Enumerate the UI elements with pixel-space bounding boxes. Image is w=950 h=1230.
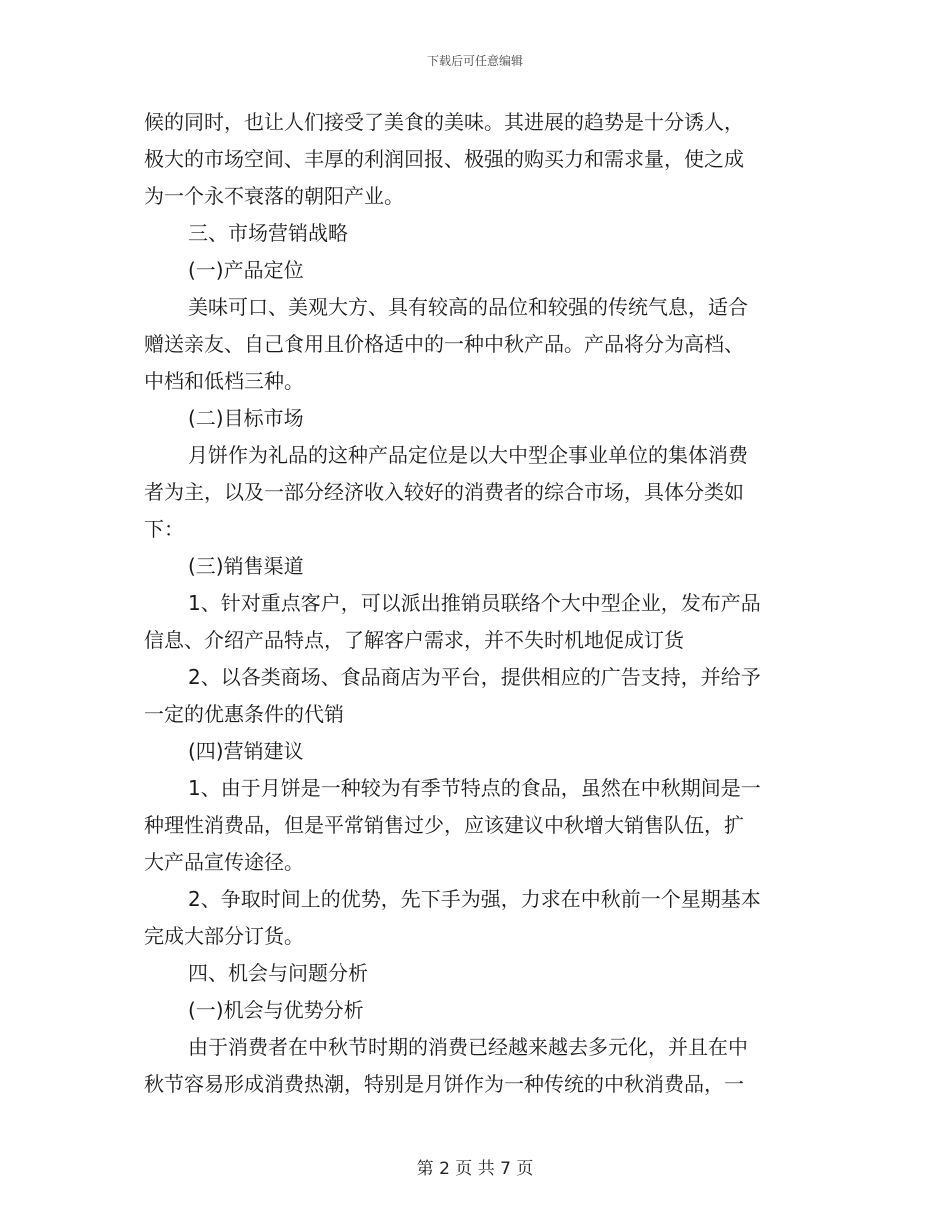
text-line: 三、市场营销战略 bbox=[188, 221, 348, 245]
text-line: 下： bbox=[144, 517, 184, 541]
text-line: 极大的市场空间、丰厚的利润回报、极强的购买力和需求量，使之成 bbox=[144, 147, 744, 171]
text-line: 由于消费者在中秋节时期的消费已经越来越去多元化，并且在中 bbox=[188, 1035, 748, 1059]
text-line: 1、由于月饼是一种较为有季节特点的食品，虽然在中秋期间是一 bbox=[188, 776, 761, 800]
text-line: (一)机会与优势分析 bbox=[188, 998, 364, 1022]
text-line: 月饼作为礼品的这种产品定位是以大中型企事业单位的集体消费 bbox=[188, 443, 748, 467]
text-line: 一定的优惠条件的代销 bbox=[144, 702, 344, 726]
text-line: (三)销售渠道 bbox=[188, 554, 304, 578]
text-line: 大产品宣传途径。 bbox=[144, 850, 304, 874]
text-line: 1、针对重点客户，可以派出推销员联络个大中型企业，发布产品 bbox=[188, 591, 761, 615]
text-line: 者为主，以及一部分经济收入较好的消费者的综合市场，具体分类如 bbox=[144, 480, 744, 504]
text-line: 信息、介绍产品特点，了解客户需求，并不失时机地促成订货 bbox=[144, 628, 684, 652]
text-line: 美味可口、美观大方、具有较高的品位和较强的传统气息，适合 bbox=[188, 295, 748, 319]
page-footer: 第 2 页 共 7 页 bbox=[416, 1159, 534, 1179]
document-body bbox=[144, 104, 812, 1103]
page-header: 下载后可任意编辑 bbox=[426, 54, 523, 68]
text-line: 为一个永不衰落的朝阳产业。 bbox=[144, 184, 404, 208]
text-line: (四)营销建议 bbox=[188, 739, 304, 763]
text-line: (一)产品定位 bbox=[188, 258, 304, 282]
text-line: 种理性消费品，但是平常销售过少，应该建议中秋增大销售队伍，扩 bbox=[144, 813, 744, 837]
text-line: 中档和低档三种。 bbox=[144, 369, 304, 393]
text-line: 秋节容易形成消费热潮，特别是月饼作为一种传统的中秋消费品，一 bbox=[144, 1072, 744, 1096]
text-line: 2、争取时间上的优势，先下手为强，力求在中秋前一个星期基本 bbox=[188, 887, 761, 911]
text-line: 四、机会与问题分析 bbox=[188, 961, 368, 985]
text-line: 候的同时，也让人们接受了美食的美味。其进展的趋势是十分诱人， bbox=[144, 110, 744, 134]
text-line: 赠送亲友、自己食用且价格适中的一种中秋产品。产品将分为高档、 bbox=[144, 332, 744, 356]
text-line: 2、以各类商场、食品商店为平台，提供相应的广告支持，并给予 bbox=[188, 665, 761, 689]
text-line: (二)目标市场 bbox=[188, 406, 304, 430]
text-line: 完成大部分订货。 bbox=[144, 924, 304, 948]
